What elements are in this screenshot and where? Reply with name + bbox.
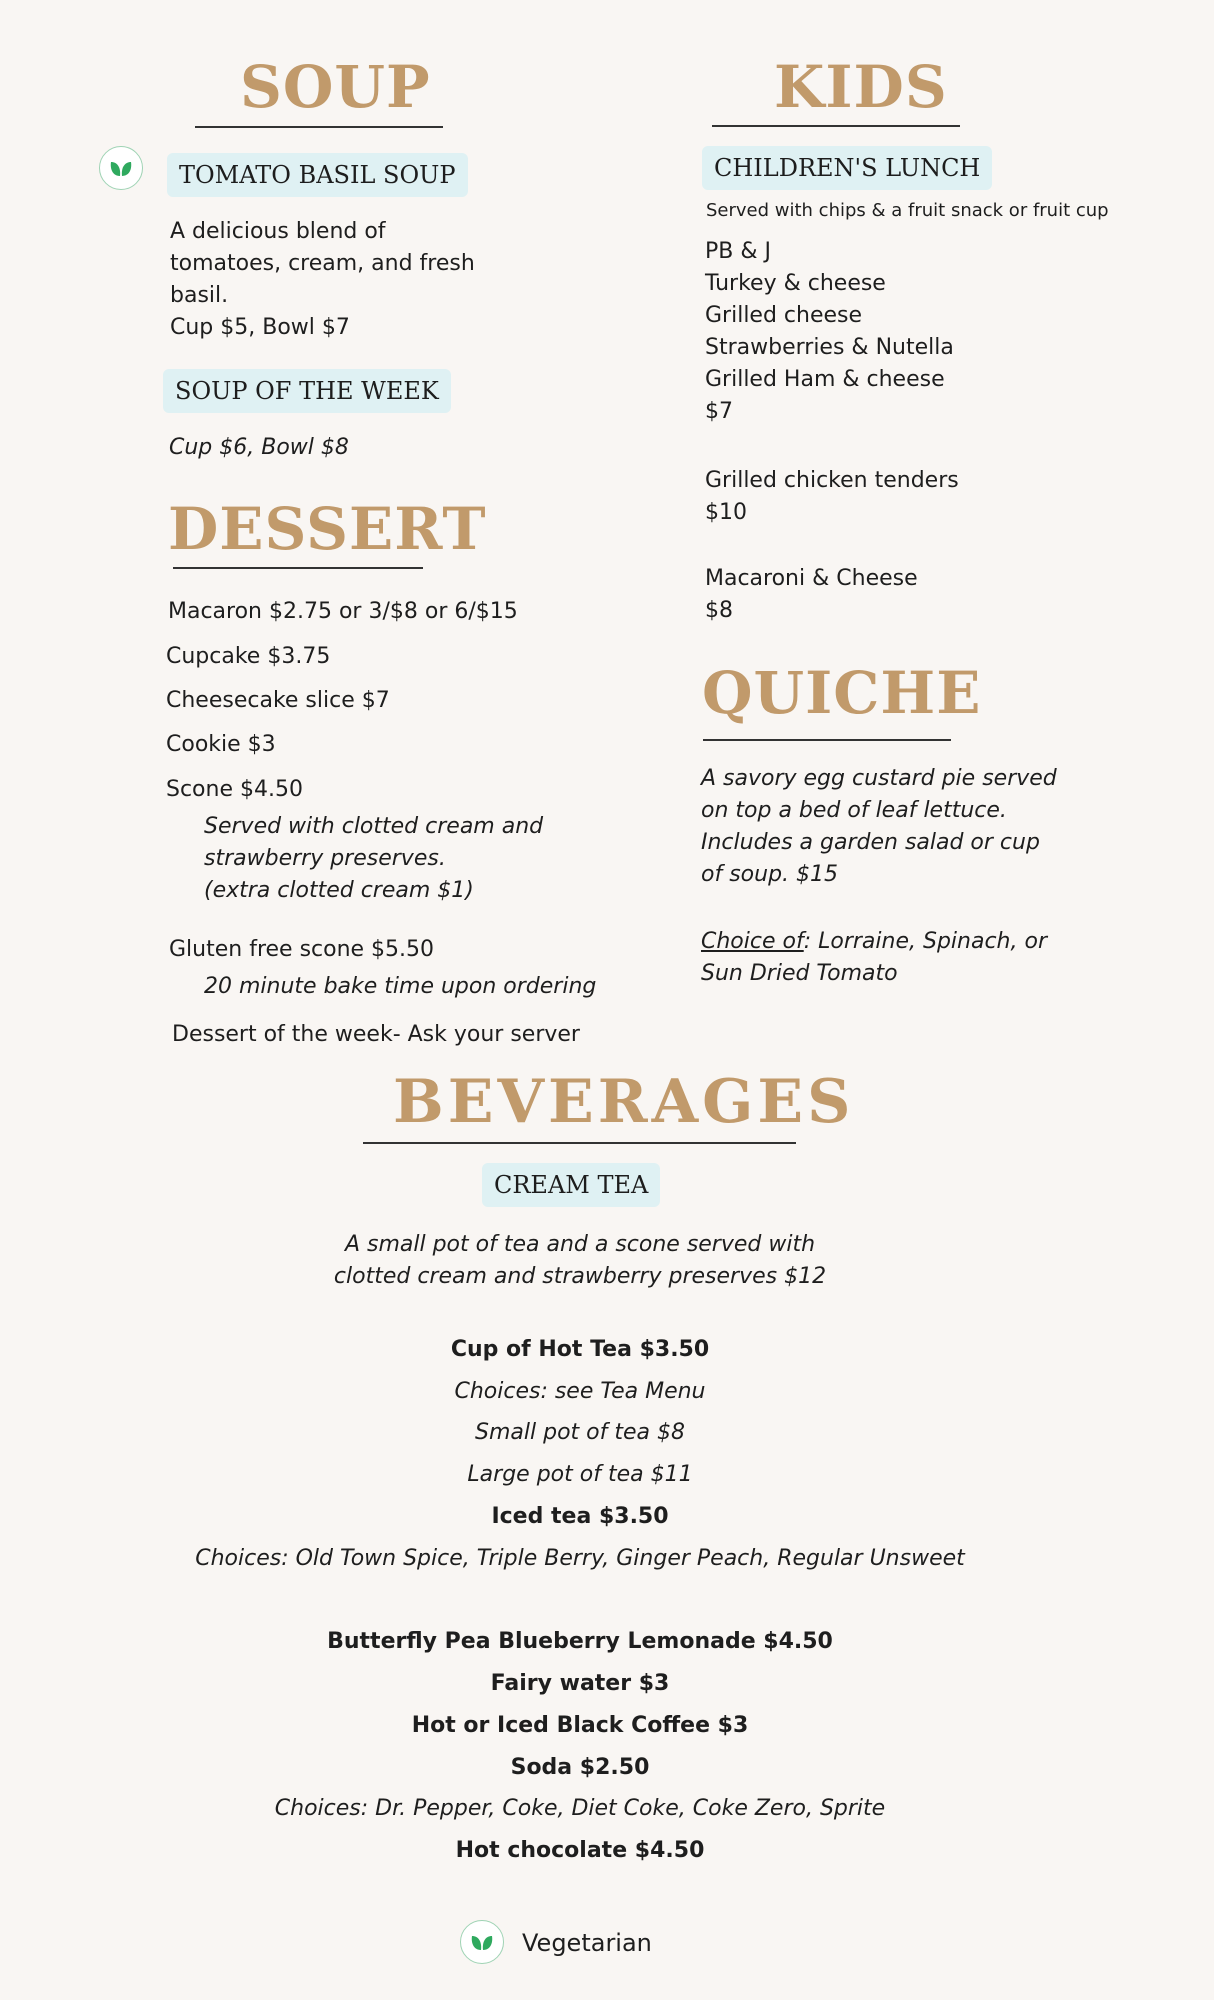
quiche-choices: Choice of: Lorraine, Spinach, or Sun Dried Tomato xyxy=(701,929,1047,986)
childrens-lunch-items: PB & J Turkey & cheese Grilled cheese Strawberries & Nutella Grilled Ham & cheese $7 xyxy=(705,239,954,424)
kids-chicken-tenders: Grilled chicken tenders $10 xyxy=(705,468,959,525)
scone-note: Served with clotted cream and strawberry preserves. (extra clotted cream $1) xyxy=(204,814,544,903)
dessert-cookie: Cookie $3 xyxy=(166,732,276,757)
kids-mac-and-cheese: Macaroni & Cheese $8 xyxy=(705,566,918,623)
dessert-macaron: Macaron $2.75 or 3/$8 or 6/$15 xyxy=(168,599,518,624)
soup-of-week-price: Cup $6, Bowl $8 xyxy=(169,435,349,460)
lemonade-item: Butterfly Pea Blueberry Lemonade $4.50 xyxy=(327,1629,833,1654)
tomato-soup-description: A delicious blend of tomatoes, cream, and fresh basil. Cup $5, Bowl $7 xyxy=(170,219,475,340)
gluten-free-note: 20 minute bake time upon ordering xyxy=(204,974,597,999)
soda-item: Soda $2.50 xyxy=(510,1755,650,1780)
cream-tea-title: CREAM TEA xyxy=(482,1163,660,1207)
beverages-heading: BEVERAGES xyxy=(393,1067,855,1137)
soup-divider xyxy=(195,126,443,128)
quiche-choice-label: Choice of xyxy=(701,929,804,954)
kids-heading: KIDS xyxy=(774,53,948,121)
dessert-heading: DESSERT xyxy=(168,495,487,563)
beverages-divider xyxy=(363,1142,796,1144)
childrens-lunch-title: CHILDREN'S LUNCH xyxy=(702,146,992,190)
soup-heading: SOUP xyxy=(240,53,431,121)
childrens-lunch-served-note: Served with chips & a fruit snack or fruit cup xyxy=(706,200,1109,221)
small-pot-tea: Small pot of tea $8 xyxy=(475,1420,685,1445)
soda-choices: Choices: Dr. Pepper, Coke, Diet Coke, Coke Zero, Sprite xyxy=(274,1796,886,1821)
legend-vegetarian-label: Vegetarian xyxy=(522,1929,652,1957)
hot-tea-choices: Choices: see Tea Menu xyxy=(454,1379,706,1404)
quiche-divider xyxy=(703,739,951,741)
dessert-scone: Scone $4.50 xyxy=(166,777,303,802)
dessert-gluten-free-scone: Gluten free scone $5.50 xyxy=(169,937,435,962)
iced-tea-item: Iced tea $3.50 xyxy=(491,1504,669,1529)
coffee-item: Hot or Iced Black Coffee $3 xyxy=(411,1713,749,1738)
hot-chocolate-item: Hot chocolate $4.50 xyxy=(455,1838,705,1863)
dessert-divider xyxy=(173,567,423,569)
quiche-heading: QUICHE xyxy=(702,659,982,727)
vegetarian-leaf-icon xyxy=(99,146,143,190)
cream-tea-description: A small pot of tea and a scone served with clotted cream and strawberry preserves $12 xyxy=(333,1232,827,1289)
soup-of-week-title: SOUP OF THE WEEK xyxy=(163,369,451,413)
iced-tea-choices: Choices: Old Town Spice, Triple Berry, Ginger Peach, Regular Unsweet xyxy=(195,1546,965,1571)
tomato-basil-soup-title: TOMATO BASIL SOUP xyxy=(167,153,468,197)
quiche-description: A savory egg custard pie served on top a bed of leaf lettuce. Includes a garden salad or cup of soup. $15 xyxy=(701,766,1057,887)
dessert-cupcake: Cupcake $3.75 xyxy=(166,644,331,669)
hot-tea-item: Cup of Hot Tea $3.50 xyxy=(450,1337,710,1362)
kids-divider xyxy=(712,125,960,127)
dessert-of-week: Dessert of the week- Ask your server xyxy=(172,1022,580,1047)
dessert-cheesecake: Cheesecake slice $7 xyxy=(166,688,390,713)
fairy-water-item: Fairy water $3 xyxy=(490,1671,670,1696)
large-pot-tea: Large pot of tea $11 xyxy=(467,1462,693,1487)
legend-leaf-icon xyxy=(460,1920,504,1964)
